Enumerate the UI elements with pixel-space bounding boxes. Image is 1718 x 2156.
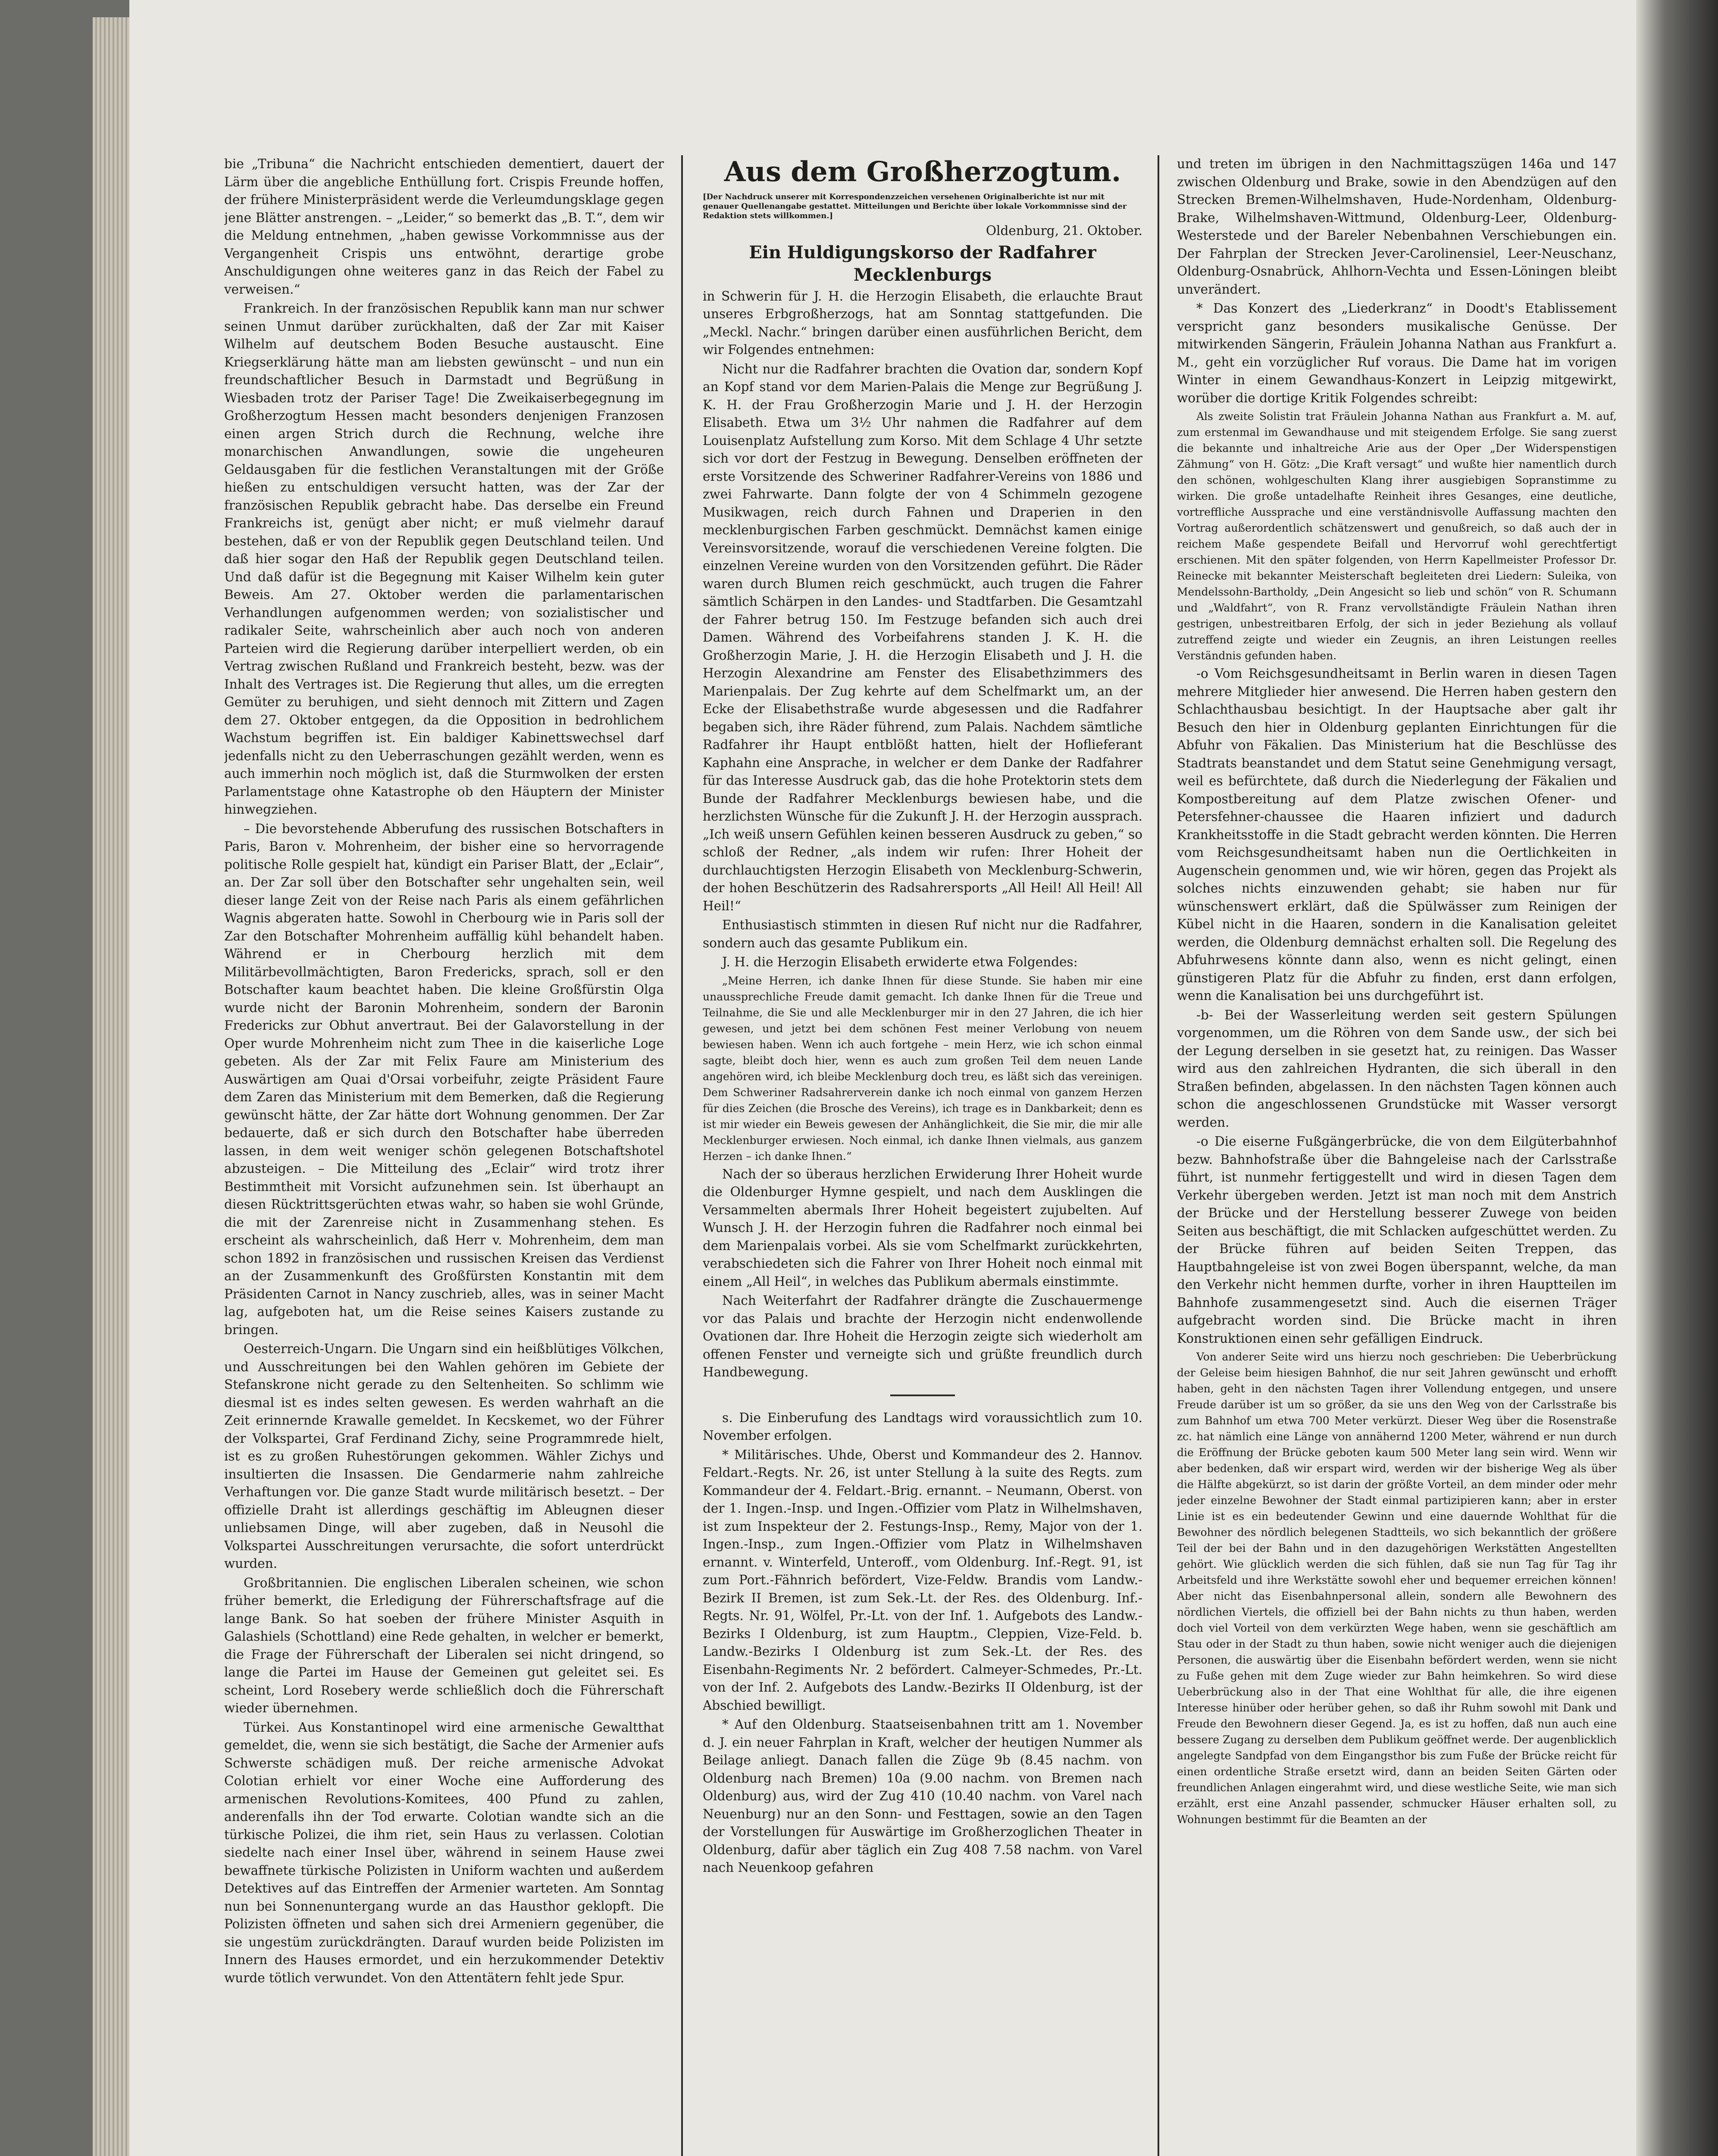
- article-paragraph: und treten im übrigen in den Nachmittagszügen 146a und 147 zwischen Oldenburg und Brake, sowie in den Abendzügen auf den Strecken Bremen-Wilhelmshaven, Hude-Nordenham, Oldenburg-Brake, Wilhelmshaven-Wittmund, Oldenburg-Leer, Oldenburg-Westerstede und der Bareler Nebenbahnen Verschiebungen ein. Der Fahrplan der Strecken Jever-Carolinensiel, Leer-Neuschanz, Oldenburg-Osnabrück, Ahlhorn-Vechta und Essen-Löningen bleibt unverändert.: [1177, 157, 1617, 297]
- article-headline: Ein Huldigungskorso der Radfahrer Mecklenburgs: [749, 242, 1096, 285]
- article-landtag: s. Die Einberufung des Landtags wird voraussichtlich zum 10. November erfolgen.: [703, 1410, 1142, 1443]
- article-separator: [890, 1395, 955, 1396]
- article-footbridge: -o Die eiserne Fußgängerbrücke, die von dem Eilgüterbahnhof bezw. Bahnhofstraße über die Bahngeleise nach der Carlsstraße führt, ist nunmehr fertiggestellt und wird in diesen Tagen dem Verkehr übergeben werden. Jetzt ist man noch mit dem Anstrich der Brücke und der Herstellung besserer Zuwege von beiden Seiten aus beschäftigt, die mit Schlacken aufgeschüttet werden. Zu der Brücke führen auf beiden Seiten Treppen, das Hauptbahngeleise ist von zwei Bogen überspannt, welche, da man den Verkehr nicht hemmen durfte, vorher in ihren Hauptteilen im Bahnhofe zusammengesetzt sind. Auch die eisernen Träger aufgebracht worden sind. Die Brücke macht in ihren Konstruktionen einen sehr gefälligen Eindruck.: [1177, 1134, 1617, 1346]
- article-railways: * Auf den Oldenburg. Staatseisenbahnen tritt am 1. November d. J. ein neuer Fahrplan in Kraft, welcher der heutigen Nummer als Beilage anliegt. Danach fallen die Züge 9b (8.45 nachm. von Oldenburg nach Bremen) 10a (9.00 nachm. von Bremen nach Oldenburg) aus, wird der Zug 410 (10.40 nachm. von Varel nach Neuenburg) nur an den Sonn- und Festtagen, sowie an den Tagen der Vorstellungen für Auswärtige im Großherzoglichen Theater in Oldenburg, dafür aber täglich ein Zug 408 7.58 nachm. von Varel nach Neuenkoop gefahren: [703, 1717, 1142, 1875]
- article-concert: * Das Konzert des „Liederkranz“ in Doodt's Etablissement verspricht ganz besonders musikalische Genüsse. Der mitwirkenden Sängerin, Fräulein Johanna Nathan aus Frankfurt a. M., geht ein vorzüglicher Ruf voraus. Die Dame hat im vorigen Winter in einem Gewandhaus-Konzert in Leipzig mitgewirkt, worüber die dortige Kritik Folgendes schreibt:: [1177, 301, 1617, 405]
- article-great-britain: Großbritannien. Die englischen Liberalen scheinen, wie schon früher bemerkt, die Erledigung der Führerschaftsfrage auf die lange Bank. So hat soeben der frühere Minister Asquith in Galashiels (Schottland) eine Rede gehalten, in welcher er bemerkt, die Frage der Führerschaft der Liberalen sei nicht dringend, so lange die Partei im Hause der Gemeinen gut geleitet sei. Es scheint, Lord Rosebery werde schließlich doch die Führerschaft wieder übernehmen.: [224, 1575, 664, 1715]
- article-military: * Militärisches. Uhde, Oberst und Kommandeur des 2. Hannov. Feldart.-Regts. Nr. 26, ist unter Stellung à la suite des Regts. zum Kommandeur der 4. Feldart.-Brig. ernannt. – Neumann, Oberst. von der 1. Ingen.-Insp. und Ingen.-Offizier vom Platz in Wilhelmshaven, ist zum Inspekteur der 2. Festungs-Insp., Remy, Major von der 1. Ingen.-Insp., zum Ingen.-Offizier vom Platz in Wilhelmshaven ernannt. v. Winterfeld, Unteroff., vom Oldenburg. Inf.-Regt. 91, ist zum Port.-Fähnrich befördert, Vize-Feldw. Brandis vom Landw.-Bezirk II Bremen, ist zum Sek.-Lt. der Res. des Oldenburg. Inf.-Regts. Nr. 91, Wölfel, Pr.-Lt. von der Inf. 1. Aufgebots des Landw.-Bezirks I Oldenburg, ist zum Hauptm., Cleppien, Vize-Feld. b. Landw.-Bezirks I Oldenburg ist zum Sek.-Lt. der Res. des Eisenbahn-Regiments Nr. 2 befördert. Calmeyer-Schmedes, Pr.-Lt. von der Inf. 2. Aufgebots des Landw.-Bezirks II Oldenburg, ist der Abschied bewilligt.: [703, 1447, 1142, 1713]
- article-paragraph: Nicht nur die Radfahrer brachten die Ovation dar, sondern Kopf an Kopf stand vor dem Marien-Palais die Menge zur Begrüßung J. K. H. der Frau Großherzogin Marie und J. H. der Herzogin Elisabeth. Etwa um 3½ Uhr nahmen die Radfahrer auf dem Louisenplatz Aufstellung zum Korso. Mit dem Schlage 4 Uhr setzte sich vor dort der Festzug in Bewegung. Denselben eröffneten der erste Vorsitzende des Schweriner Radfahrer-Vereins von 1886 und zwei Fahrwarte. Dann folgte der von 4 Schimmeln gezogene Musikwagen, reich durch Fahnen und Draperien in den mecklenburgischen Farben geschmückt. Demnächst kamen einige Vereinsvorsitzende, worauf die verschiedenen Vereine folgten. Die einzelnen Vereine wurden von den Vorsitzenden geführt. Die Räder waren durch Blumen reich geschmückt, auch trugen die Fahrer sämtlich Schärpen in den Landes- und Stadtfarben. Die Gesamtzahl der Fahrer betrug 150. Im Festzuge befanden sich auch drei Damen. Während des Vorbeifahrens standen J. K. H. die Großherzogin Marie, J. H. die Herzogin Elisabeth und J. H. die Herzogin Alexandrine am Fenster des Elisabethzimmers des Marienpalais. Der Zug kehrte auf dem Schelfmarkt um, an der Ecke der Elisabethstraße wurde abgesessen und die Radfahrer begaben sich, ihre Räder führend, zum Palais. Nachdem sämtliche Radfahrer ihr Haupt entblößt hatten, hielt der Hoflieferant Kaphahn eine Ansprache, in welcher er dem Danke der Radfahrer für das Interesse Ausdruck gab, das die hohe Protektorin stets dem Bunde der Radfahrer Mecklenburgs bewiesen habe, und die herzlichsten Wünsche für die Zukunft J. H. der Herzogin aussprach. „Ich weiß unsern Gefühlen keinen besseren Ausdruck zu geben,“ so schloß der Redner, „als indem wir rufen: Ihrer Hoheit der durchlauchtigsten Herzogin Elisabeth von Mecklenburg-Schwerin, der hohen Beschützerin des Radsahrersports „All Heil! All Heil! All Heil!“: [703, 361, 1142, 913]
- book-spine-shadow: [1636, 0, 1718, 2156]
- article-paragraph: J. H. die Herzogin Elisabeth erwiderte etwa Folgendes:: [722, 955, 1078, 969]
- speech-quote: „Meine Herren, ich danke Ihnen für diese Stunde. Sie haben mir eine unaussprechliche Freude damit gemacht. Ich danke Ihnen für die Treue und Teilnahme, die Sie und alle Mecklenburger mir in den 27 Jahren, die ich hier gewesen, und jetzt bei dem schönen Fest meiner Verlobung von neuem bewiesen haben. Wenn ich auch fortgehe – mein Herz, wie ich schon einmal sagte, bleibt doch hier, wenn es auch zum großen Teil dem neuen Lande angehören wird, ich bleibe Mecklenburg doch treu, es läßt sich das vereinigen. Dem Schweriner Radsahrerverein danke ich noch einmal von ganzem Herzen für dies Zeichen (die Brosche des Vereins), ich trage es in Dankbarkeit; denn es ist mir wieder ein Beweis gewesen der Anhänglichkeit, die Sie mir, die mir alle Mecklenburger erwiesen. Noch einmal, ich danke Ihnen vielmals, aus ganzem Herzen – ich danke Ihnen.“: [703, 974, 1142, 1163]
- newspaper-page: [129, 0, 1718, 2156]
- reprint-notice: [Der Nachdruck unserer mit Korrespondenzzeichen versehenen Originalberichte ist nur mit genauer Quellenangabe gestattet. Mitteilungen und Berichte über lokale Vorkommnisse sind der Redaktion stets willkommen.]: [703, 192, 1127, 220]
- article-paragraph: Enthusiastisch stimmten in diesen Ruf nicht nur die Radfahrer, sondern auch das gesamte Publikum ein.: [703, 918, 1142, 950]
- article-turkey: Türkei. Aus Konstantinopel wird eine armenische Gewaltthat gemeldet, die, wenn sie sich bestätigt, die Sache der Armenier aufs Schwerste schädigen muß. Der reiche armenische Advokat Colotian erhielt vor einer Woche eine Aufforderung des armenischen Revolutions-Komitees, 400 Pfund zu zahlen, anderenfalls ihn der Tod erwarte. Colotian wandte sich an die türkische Polizei, die ihm riet, sein Haus zu verlassen. Colotian siedelte nach einer Insel über, während in seinem Hause zwei bewaffnete türkische Polizisten in Uniform wachten und außerdem Detektives auf das Eintreffen der Armenier warteten. Am Sonntag nun bei Sonnenuntergang wurde an das Hausthor geklopft. Die Polizisten öffneten und sahen sich drei Armeniern gegenüber, die sie ungestüm zurückdrängten. Darauf wurden beide Polizisten im Innern des Hauses ermordet, und ein herzukommender Detektiv wurde tötlich verwundet. Von den Attentätern fehlt jede Spur.: [224, 1720, 664, 1985]
- review-quote: Als zweite Solistin trat Fräulein Johanna Nathan aus Frankfurt a. M. auf, zum erstenmal im Gewandhause und mit steigendem Erfolge. Sie sang zuerst die bekannte und inhaltreiche Arie aus der Oper „Der Widerspenstigen Zähmung“ von H. Götz: „Die Kraft versagt“ und wußte hier namentlich durch den schönen, wohlgeschulten Klang ihrer ausgiebigen Sopranstimme zu wirken. Die große untadelhafte Reinheit ihres Gesanges, eine deutliche, vortreffliche Aussprache und eine verständnisvolle Auffassung machten den Vortrag außerordentlich schätzenswert und genußreich, so daß auch der in reichem Maße gespendete Beifall und Hervorruf wohl gerechtfertigt erschienen. Mit den später folgenden, von Herrn Kapellmeister Professor Dr. Reinecke mit bekannter Meisterschaft begleiteten drei Liedern: Suleika, von Mendelssohn-Bartholdy, „Dein Angesicht so lieb und schön“ von R. Schumann und „Waldfahrt“, von R. Franz vervollständigte Fräulein Nathan ihren gestrigen, unbestreitbaren Erfolg, der sich in jeder Beziehung als vollauf zutreffend zeigte und wieder ein Zeugnis, an ihren Leistungen reelles Verständnis gefunden haben.: [1177, 410, 1617, 662]
- reader-letter: Von anderer Seite wird uns hierzu noch geschrieben: Die Ueberbrückung der Geleise beim hiesigen Bahnhof, die nur seit Jahren gewünscht und erhofft haben, geht in den nächsten Tagen ihrer Vollendung entgegen, und unsere Freude darüber ist um so größer, da sie uns den Weg von der Carlsstraße bis zum Bahnhof um etwa 700 Meter verkürzt. Dieser Weg über die Rosenstraße zc. hat nämlich eine Länge von annähernd 1200 Meter, während er nun durch die Eröffnung der Brücke geboten kaum 500 Meter lang sein wird. Wenn wir aber bedenken, daß wir erspart wird, werden wir der bisherige Weg als über die Hälfte abgekürzt, so ist darin der größte Vorteil, an dem minder oder mehr jeder einzelne Bewohner der Stadt einmal partizipieren kann; aber in erster Linie ist es ein bedeutender Gewinn und eine dauernde Wohlthat für die Bewohner des nördlich belegenen Stadtteils, wo sich bekanntlich der größere Teil der bei der Bahn und in den dazugehörigen Werkstätten Angestellten gehört. Wie glücklich werden die sich fühlen, daß sie nun Tag für Tag ihr Arbeitsfeld und ihre Werkstätte sowohl eher und bequemer erreichen können! Aber nicht das Eisenbahnpersonal allein, sondern alle Bewohnern des nördlichen Viertels, die offiziell bei der Bahn nichts zu thun haben, werden doch viel Vorteil von dem verkürzten Wege haben, wenn sie geschäftlich am Stau oder in der Stadt zu thun haben, sowie nicht weniger auch die diejenigen Personen, die auswärtig über die Eisenbahn befördert werden, wenn sie nicht zu Fuße gehen mit dem Zuge wieder zur Bahn heimkehren. So wird diese Ueberbrückung also in der That eine Wohlthat für alle, die ihre eigenen Interesse hinüber oder herüber gehen, so daß ihr Ruhm sowohl mit Dank und Freude den Bewohnern dieser Gegend. Ja, es ist zu hoffen, daß nun auch eine bessere Zugang zu derselben dem Publikum geöffnet werde. Der augenblicklich angelegte Sandpfad von dem Eingangsthor bis zum Fuße der Brücke reicht für einen ordentliche Straße ersetzt wird, dann an beiden Seiten Gärten oder freundlichen Anlagen eingerahmt wird, und diese westliche Seite, wie man sich erzählt, erst eine Anzahl passender, schmucker Häuser erhalten soll, zu Wohnungen bestimmt für die Beamten an der: [1177, 1351, 1617, 1826]
- article-paragraph: Nach der so überaus herzlichen Erwiderung Ihrer Hoheit wurde die Oldenburger Hymne gespielt, und nach dem Ausklingen die Versammelten abermals Ihrer Hoheit begeistert zujubelten. Auf Wunsch J. H. der Herzogin fuhren die Radfahrer noch einmal bei dem Marienpalais vorbei. Als sie vom Schelfmarkt zurückkehrten, verabschiedeten sich die Fahrer von Ihrer Hoheit noch einmal mit einem „All Heil“, in welches das Publikum abermals einstimmte.: [703, 1166, 1142, 1289]
- column-rule: [681, 155, 683, 2156]
- dateline: Oldenburg, 21. Oktober.: [986, 223, 1142, 238]
- article-paragraph: – Die bevorstehende Abberufung des russischen Botschafters in Paris, Baron v. Mohrenheim, der bisher eine so hervorragende politische Rolle gespielt hat, kündigt ein Pariser Blatt, der „Eclair“, an. Der Zar soll über den Botschafter sehr ungehalten sein, weil dieser lange Zeit von der Reise nach Paris als einem gefährlichen Wagnis abgeraten hatte. Sowohl in Cherbourg wie in Paris soll der Zar den Botschafter Mohrenheim auffällig kühl behandelt haben. Während er in Cherbourg herzlich mit dem Militärbevollmächtigten, Baron Fredericks, sprach, soll er den Botschafter kaum beachtet haben. Die kleine Großfürstin Olga wurde nicht der Baronin Mohrenheim, sondern der Baronin Fredericks zur Obhut anvertraut. Bei der Galavorstellung in der Oper wurde Mohrenheim nicht zum Thee in die kaiserliche Loge gebeten. Als der Zar mit Felix Faure am Ministerium des Auswärtigen am Quai d'Orsai vorbeifuhr, zeigte Präsident Faure dem Zaren das Ministerium mit dem Bemerken, daß die Regierung gewünscht hätte, der Zar hätte dort Wohnung genommen. Der Zar bedauerte, daß er sich durch den Botschafter habe überreden lassen, in dem weit weniger schön gelegenen Botschaftshotel abzusteigen. – Die Mitteilung des „Eclair“ wird trotz ihrer Bestimmtheit mit Vorsicht aufzunehmen sein. Ist überhaupt an diesen Rücktrittsgerüchten etwas wahr, so haben sie wohl Gründe, die mit der Zarenreise nicht in Zusammenhang stehen. Es erscheint als wahrscheinlich, daß Herr v. Mohrenheim, dem man schon 1892 in französischen und russischen Kreisen das Verdienst an der Zusammenkunft des Großfürsten Konstantin mit dem Präsidenten Carnot in Nancy zuschrieb, alles, was in seiner Macht lag, aufgeboten hat, um die Reise seines Kaisers zustande zu bringen.: [224, 821, 664, 1337]
- article-paragraph: in Schwerin für J. H. die Herzogin Elisabeth, die erlauchte Braut unseres Erbgroßherzogs, hat am Sonntag stattgefunden. Die „Meckl. Nachr.“ bringen darüber einen ausführlichen Bericht, dem wir Folgendes entnehmen:: [703, 288, 1142, 357]
- article-waterworks: -b- Bei der Wasserleitung werden seit gestern Spülungen vorgenommen, um die Röhren von dem Sande usw., der sich bei der Legung derselben in sie gesetzt hat, zu reinigen. Das Wasser wird aus den zahlreichen Hydranten, die sich überall in den Straßen befinden, abgelassen. In den nächsten Tagen können auch schon die angeschlossenen Grundstücke mit Wasser versorgt werden.: [1177, 1007, 1617, 1130]
- article-austria-hungary: Oesterreich-Ungarn. Die Ungarn sind ein heißblütiges Völkchen, und Ausschreitungen bei den Wahlen gehören im Gebiete der Stefanskrone nicht gerade zu den Seltenheiten. So schlimm wie diesmal ist es indes selten gewesen. Es werden wahrhaft an die Zeit erinnernde Krawalle gemeldet. In Kecskemet, wo der Führer der Volkspartei, Graf Ferdinand Zichy, seine Programmrede hielt, ist es zu großen Ruhestörungen gekommen. Wähler Zichys und insultierten die Insassen. Die Gendarmerie nahm zahlreiche Verhaftungen vor. Die ganze Stadt wurde militärisch besetzt. – Der offizielle Draht ist allerdings geschäftig im Ableugnen dieser unliebsamen Dinge, will aber zugeben, daß in Neusohl die Volkspartei Ausschreitungen verursachte, die sofort unterdrückt wurden.: [224, 1341, 664, 1571]
- column-right: [1177, 155, 1617, 2156]
- article-france: Frankreich. In der französischen Republik kann man nur schwer seinen Unmut darüber zurückhalten, daß der Zar mit Kaiser Wilhelm auf deutschem Boden Besuche austauscht. Eine Kriegserklärung hätte man am liebsten gewünscht – und nun ein freundschaftlicher Besuch in Darmstadt und Begrüßung in Wiesbaden trotz der Pariser Tage! Die Zweikaiserbegegnung im Großherzogtum Hessen macht besonders denjenigen Franzosen einen argen Strich durch die Rechnung, welche ihre monarchischen Anwandlungen, sowie die ungeheuren Geldausgaben für die festlichen Veranstaltungen mit der Größe hießen zu entschuldigen versucht hatten, was der Zar der französischen Republik gebracht habe. Das derselbe ein Freund Frankreichs ist, genügt aber nicht; er muß vielmehr darauf bestehen, daß er von der Republik gegen Deutschland teilen. Und daß hier sogar den Haß der Republik gegen Deutschland teilen. Und daß dafür ist die Begegnung mit Kaiser Wilhelm kein guter Beweis. Am 27. Oktober werden die parlamentarischen Verhandlungen aufgenommen werden; von sozialistischer und radikaler Seite, wahrscheinlich aber auch noch von anderen Parteien wird die Regierung darüber interpelliert werden, ob ein Vertrag zwischen Rußland und Frankreich besteht, bezw. was der Inhalt des Vertrages ist. Die Regierung thut alles, um die erregten Gemüter zu beruhigen, und sieht dennoch mit Zittern und Zagen dem 27. Oktober entgegen, da die Opposition in bedrohlichem Wachstum begriffen ist. Ein baldiger Kabinettswechsel darf jedenfalls nicht zu den Ueberraschungen gezählt werden, wenn es auch immerhin noch möglich ist, daß die Sturmwolken der ersten Parlamentstage ohne Katastrophe ob den Häuptern der Minister hinwegziehen.: [224, 301, 664, 817]
- section-title: Aus dem Großherzogtum.: [724, 156, 1121, 188]
- article-health-office: -o Vom Reichsgesundheitsamt in Berlin waren in diesen Tagen mehrere Mitglieder hier anwesend. Die Herren haben gestern den Schlachthausbau besichtigt. In der Hauptsache aber galt ihr Besuch den hier in Oldenburg geplanten Einrichtungen für die Abfuhr von Fäkalien. Das Ministerium hat die Beschlüsse des Stadtrats beanstandet und dem Statut seine Genehmigung versagt, weil es befürchtete, daß durch die Niederlegung der Fäkalien und Kompostbereitung auf dem Platze zwischen Ofener- und Petersfehner-chaussee die Haaren infiziert und dadurch Krankheitsstoffe in die Stadt gebracht werden könnten. Die Herren vom Reichsgesundheitsamt haben nun die Oertlichkeiten in Augenschein genommen und, wie wir hören, gegen das Projekt als solches nichts einzuwenden gehabt; sie haben nur für wünschenswert erklärt, daß die Spülwässer zum Reinigen der Kübel nicht in die Haaren, sondern in die Kanalisation geleitet werden, die Oldenburg demnächst erhalten soll. Die Regelung des Abfuhrwesens könnte dann also, wenn es nicht gelingt, einen günstigeren Platz für die Abfuhr zu finden, erst dann erfolgen, wenn die Kanalisation bei uns durchgeführt ist.: [1177, 666, 1617, 1003]
- column-rule: [1158, 155, 1159, 2156]
- column-left: [224, 155, 664, 2156]
- article-paragraph: bie „Tribuna“ die Nachricht entschieden dementiert, dauert der Lärm über die angebliche Enthüllung fort. Crispis Freunde hoffen, der frühere Ministerpräsident werde die Verleumdungsklage gegen jene Blätter anstrengen. – „Leider,“ so bemerkt das „B. T.“, dem wir die Meldung entnehmen, „haben gewisse Vorkommnisse aus der Vergangenheit Crispis uns entwöhnt, derartige grobe Anschuldigungen ohne weiteres ganz in das Reich der Fabel zu verweisen.“: [224, 157, 664, 297]
- article-paragraph: Nach Weiterfahrt der Radfahrer drängte die Zuschauermenge vor das Palais und brachte der Herzogin nicht endenwollende Ovationen dar. Ihre Hoheit die Herzogin zeigte sich wiederholt am offenen Fenster und verneigte sich und grüßte freundlich durch Handbewegung.: [703, 1293, 1142, 1379]
- column-middle: [703, 155, 1142, 2156]
